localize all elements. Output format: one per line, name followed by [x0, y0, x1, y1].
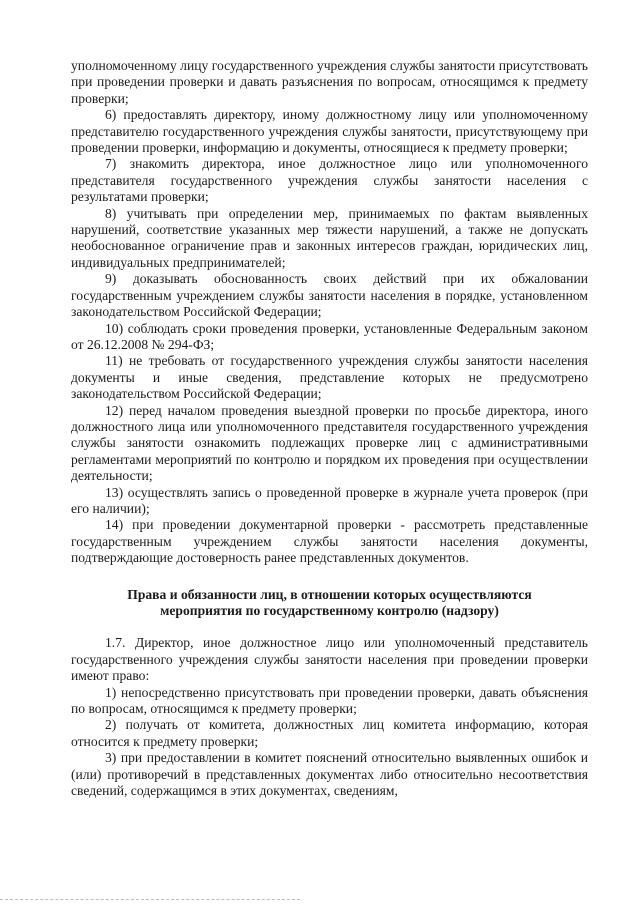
- spacer: [71, 619, 588, 635]
- paragraph-right-1: 1) непосредственно присутствовать при проведении проверки, давать объяснения по вопросам, относящимся к предмету проверки;: [71, 684, 588, 717]
- page-footer-rule: [0, 899, 300, 901]
- section-heading-line-1: Права и обязанности лиц, в отношении которых осуществляются: [127, 586, 532, 602]
- paragraph-item-11: 11) не требовать от государственного учреждения службы занятости населения документы и иные сведения, представление которых не предусмотрено законодательством Российской Федерации;: [71, 353, 588, 402]
- paragraph-item-7: 7) знакомить директора, иное должностное лицо или уполномоченного представителя государственного учреждения службы занятости населения с результатами проверки;: [71, 156, 588, 205]
- paragraph-item-10: 10) соблюдать сроки проведения проверки, установленные Федеральным законом от 26.12.2008 № 294-ФЗ;: [71, 320, 588, 352]
- paragraph-right-3: 3) при предоставлении в комитет пояснений относительно выявленных ошибок и (или) противоречий в представленных документах либо относительно несоответствия сведений, содержащимся в этих документах, сведениям,: [71, 750, 588, 799]
- paragraph-item-12: 12) перед началом проведения выездной проверки по просьбе директора, иного должностного лица или уполномоченного представителя государственного учреждения службы занятости ознакомить подлежащих проверке лиц с административными регламентами мероприятий по контролю и порядком их проведения при осуществлении деятельности;: [71, 402, 588, 484]
- paragraph-item-6: 6) предоставлять директору, иному должностному лицу или уполномоченному представителю государственного учреждения службы занятости, присутствующему при проведении проверки, информацию и документы, относящиеся к предмету проверки;: [71, 107, 588, 156]
- paragraph-continuation: уполномоченному лицу государственного учреждения службы занятости присутствовать при проведении проверки и давать разъяснения по вопросам, относящимся к предмету проверки;: [71, 58, 588, 106]
- document-body: [71, 58, 588, 799]
- paragraph-item-13: 13) осуществлять запись о проведенной проверке в журнале учета проверок (при его наличии);: [71, 484, 588, 516]
- paragraph-clause-1-7: 1.7. Директор, иное должностное лицо или уполномоченный представитель государственного учреждения службы занятости населения при проведении проверки имеют право:: [71, 635, 588, 684]
- section-heading-line-2: мероприятия по государственному контролю (надзору): [160, 603, 499, 618]
- paragraph-item-9: 9) доказывать обоснованность своих действий при их обжаловании государственным учреждением службы занятости населения в порядке, установленном законодательством Российской Федерации;: [71, 271, 588, 320]
- paragraph-item-14: 14) при проведении документарной проверки - рассмотреть представленные государственным учреждением службы занятости населения документы, подтверждающие достоверность ранее представленных документов.: [71, 517, 588, 566]
- paragraph-right-2: 2) получать от комитета, должностных лиц комитета информацию, которая относится к предмету проверки;: [71, 717, 588, 749]
- section-heading: [71, 587, 588, 620]
- paragraph-item-8: 8) учитывать при определении мер, принимаемых по фактам выявленных нарушений, соответствие указанных мер тяжести нарушений, а также не допускать необоснованное ограничение прав и законных интересов граждан, юридических лиц, индивидуальных предпринимателей;: [71, 205, 588, 270]
